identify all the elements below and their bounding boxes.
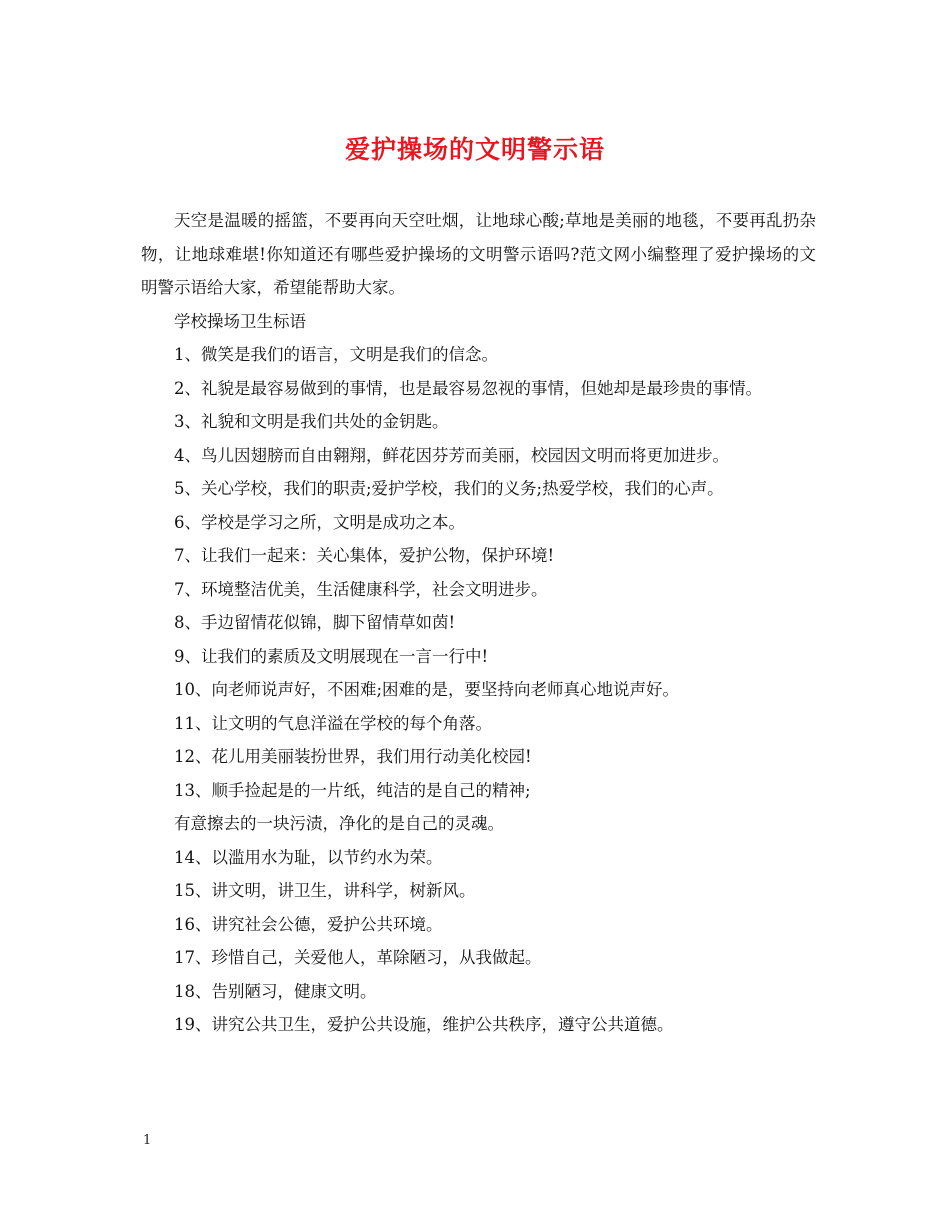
slogan-item-continuation: 有意擦去的一块污渍，净化的是自己的灵魂。 bbox=[174, 814, 504, 833]
section-heading: 学校操场卫生标语 bbox=[174, 311, 306, 331]
slogan-item: 1、微笑是我们的语言，文明是我们的信念。 bbox=[174, 345, 498, 364]
slogan-item: 8、手边留情花似锦，脚下留情草如茵! bbox=[174, 613, 456, 632]
slogan-item: 3、礼貌和文明是我们共处的金钥匙。 bbox=[174, 412, 449, 431]
slogan-item: 5、关心学校，我们的职责;爱护学校，我们的义务;热爱学校，我们的心声。 bbox=[174, 479, 724, 498]
slogan-item: 6、学校是学习之所，文明是成功之本。 bbox=[174, 512, 465, 532]
slogan-item: 11、让文明的气息洋溢在学校的每个角落。 bbox=[174, 713, 492, 733]
slogan-item: 12、花儿用美丽装扮世界，我们用行动美化校园! bbox=[174, 747, 532, 766]
document-title: 爱护操场的文明警示语 bbox=[344, 135, 605, 164]
slogan-item: 7、让我们一起来：关心集体，爱护公物，保护环境! bbox=[174, 546, 555, 565]
slogan-item: 9、让我们的素质及文明展现在一言一行中! bbox=[174, 646, 489, 666]
slogan-item: 17、珍惜自己，关爱他人，革除陋习，从我做起。 bbox=[174, 948, 542, 967]
slogan-item: 15、讲文明，讲卫生，讲科学，树新风。 bbox=[174, 881, 476, 900]
slogan-item: 10、向老师说声好，不困难;困难的是，要坚持向老师真心地说声好。 bbox=[174, 680, 680, 699]
slogan-item: 14、以滥用水为耻，以节约水为荣。 bbox=[174, 847, 443, 867]
slogan-item: 13、顺手捡起是的一片纸，纯洁的是自己的精神; bbox=[174, 780, 531, 800]
slogan-item: 19、讲究公共卫生，爱护公共设施，维护公共秩序，遵守公共道德。 bbox=[174, 1015, 674, 1034]
slogan-item: 18、告别陋习，健康文明。 bbox=[174, 981, 377, 1001]
slogan-item: 16、讲究社会公德，爱护公共环境。 bbox=[174, 914, 443, 934]
page-number: 1 bbox=[143, 1133, 152, 1148]
document-body bbox=[141, 204, 816, 1042]
slogan-item: 4、鸟儿因翅膀而自由翱翔，鲜花因芬芳而美丽，校园因文明而将更加进步。 bbox=[174, 445, 729, 465]
intro-paragraph: 天空是温暖的摇篮，不要再向天空吐烟，让地球心酸;草地是美丽的地毯，不要再乱扔杂物，让地球难堪!你知道还有哪些爱护操场的文明警示语吗?范文网小编整理了爱护操场的文明警示语给大家，希望能帮助大家。 bbox=[141, 211, 816, 297]
slogan-item: 2、礼貌是最容易做到的事情，也是最容易忽视的事情，但她却是最珍贵的事情。 bbox=[174, 378, 762, 398]
slogan-item: 7、环境整洁优美，生活健康科学，社会文明进步。 bbox=[174, 579, 548, 599]
